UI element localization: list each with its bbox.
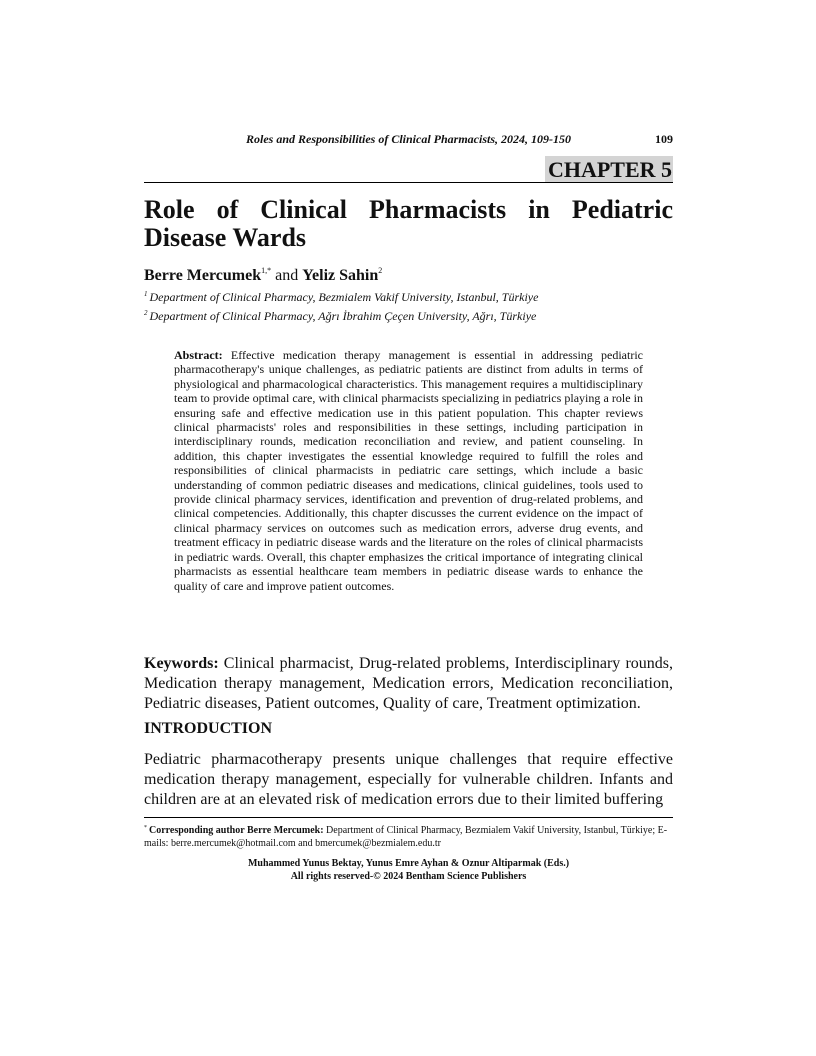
affiliation-1-superscript: 1: [144, 290, 148, 298]
affiliation-1: [144, 286, 538, 305]
abstract: [174, 348, 643, 593]
running-title: Roles and Responsibilities of Clinical Pharmacists: [245, 132, 496, 146]
abstract-text: Effective medication therapy management is essential in addressing pediatric pharmacotherapy's unique challenges, as pediatric patients are distinct from adults in terms of physiological and pharmacological characteristics. This management requires a multidisciplinary team to provide optimal care, with clinical pharmacists specializing in pediatrics playing a role in ensuring safe and effective medication use in this patient population. This chapter reviews clinical pharmacists' roles and responsibilities in these settings, including participation in interdisciplinary rounds, medication reconciliation and review, and patient counseling. In addition, this chapter investigates the essential knowledge required to fulfill the roles and responsibilities of clinical pharmacists in pediatric care settings, which include a basic understanding of common pediatric diseases and medications, clinical guidelines, tools used to provide clinical pharmacy services, identification and prevention of drug-related problems, and clinical competencies. Additionally, this chapter discusses the current evidence on the impact of clinical pharmacy services on outcomes such as medication errors, adverse drug events, and treatment efficacy in pediatric disease wards and the literature on the roles of clinical pharmacists in pediatric wards. Overall, this chapter emphasizes the critical importance of integrating clinical pharmacists as essential healthcare team members in pediatric disease wards to enhance the quality of care and improve patient outcomes.: [174, 348, 643, 593]
keywords: [144, 654, 673, 714]
author-2-name: Yeliz Sahin: [302, 267, 379, 284]
author-2-superscript: 2: [378, 266, 383, 275]
footnote-rule: [144, 817, 673, 818]
running-details: , 2024, 109-150: [495, 132, 572, 146]
publisher-editors: Muhammed Yunus Bektay, Yunus Emre Ayhan & Oznur Altiparmak (Eds.): [247, 858, 570, 869]
introduction-heading: INTRODUCTION: [144, 720, 273, 737]
publisher-block: [144, 857, 673, 883]
affiliation-2: [144, 305, 536, 324]
affiliation-1-text: Department of Clinical Pharmacy, Bezmialem Vakif University, Istanbul, Türkiye: [149, 290, 539, 304]
keywords-label: Keywords:: [144, 655, 219, 672]
author-line: [144, 261, 382, 286]
footnote-text: Department of Clinical Pharmacy, Bezmialem Vakif University, Istanbul, Türkiye; E-mails: berre.mercumek@hotmail.com and bmercumek@bezmialem.edu.tr: [144, 825, 668, 849]
abstract-label: Abstract:: [174, 348, 223, 362]
publisher-rights: All rights reserved-© 2024 Bentham Science Publishers: [290, 871, 527, 882]
author-1-superscript: 1,*: [261, 266, 272, 275]
chapter-label: CHAPTER 5: [545, 156, 673, 183]
footnote-label: Corresponding author Berre Mercumek:: [149, 825, 324, 836]
chapter-rule: [144, 182, 673, 183]
keywords-text: Clinical pharmacist, Drug-related problems, Interdisciplinary rounds, Medication therapy management, Medication errors, Medication reconciliation, Pediatric diseases, Patient outcomes, Quality of care, Treatment optimization.: [144, 655, 673, 712]
chapter-title: Role of Clinical Pharmacists in Pediatric Disease Wards: [144, 195, 673, 252]
footnote-marker: *: [144, 825, 147, 831]
introduction-paragraph: Pediatric pharmacotherapy presents unique challenges that require effective medication therapy management, especially for vulnerable children. Infants and children are at an elevated risk of medication errors due to their limited buffering: [144, 751, 673, 808]
affiliation-2-text: Department of Clinical Pharmacy, Ağrı İbrahim Çeçen University, Ağrı, Türkiye: [149, 309, 537, 323]
author-conjunction: and: [271, 267, 303, 284]
author-1-name: Berre Mercumek: [144, 267, 262, 284]
footnote: [144, 822, 673, 850]
page-number: 109: [655, 132, 673, 146]
affiliation-2-superscript: 2: [144, 309, 148, 317]
running-header: [144, 132, 673, 147]
